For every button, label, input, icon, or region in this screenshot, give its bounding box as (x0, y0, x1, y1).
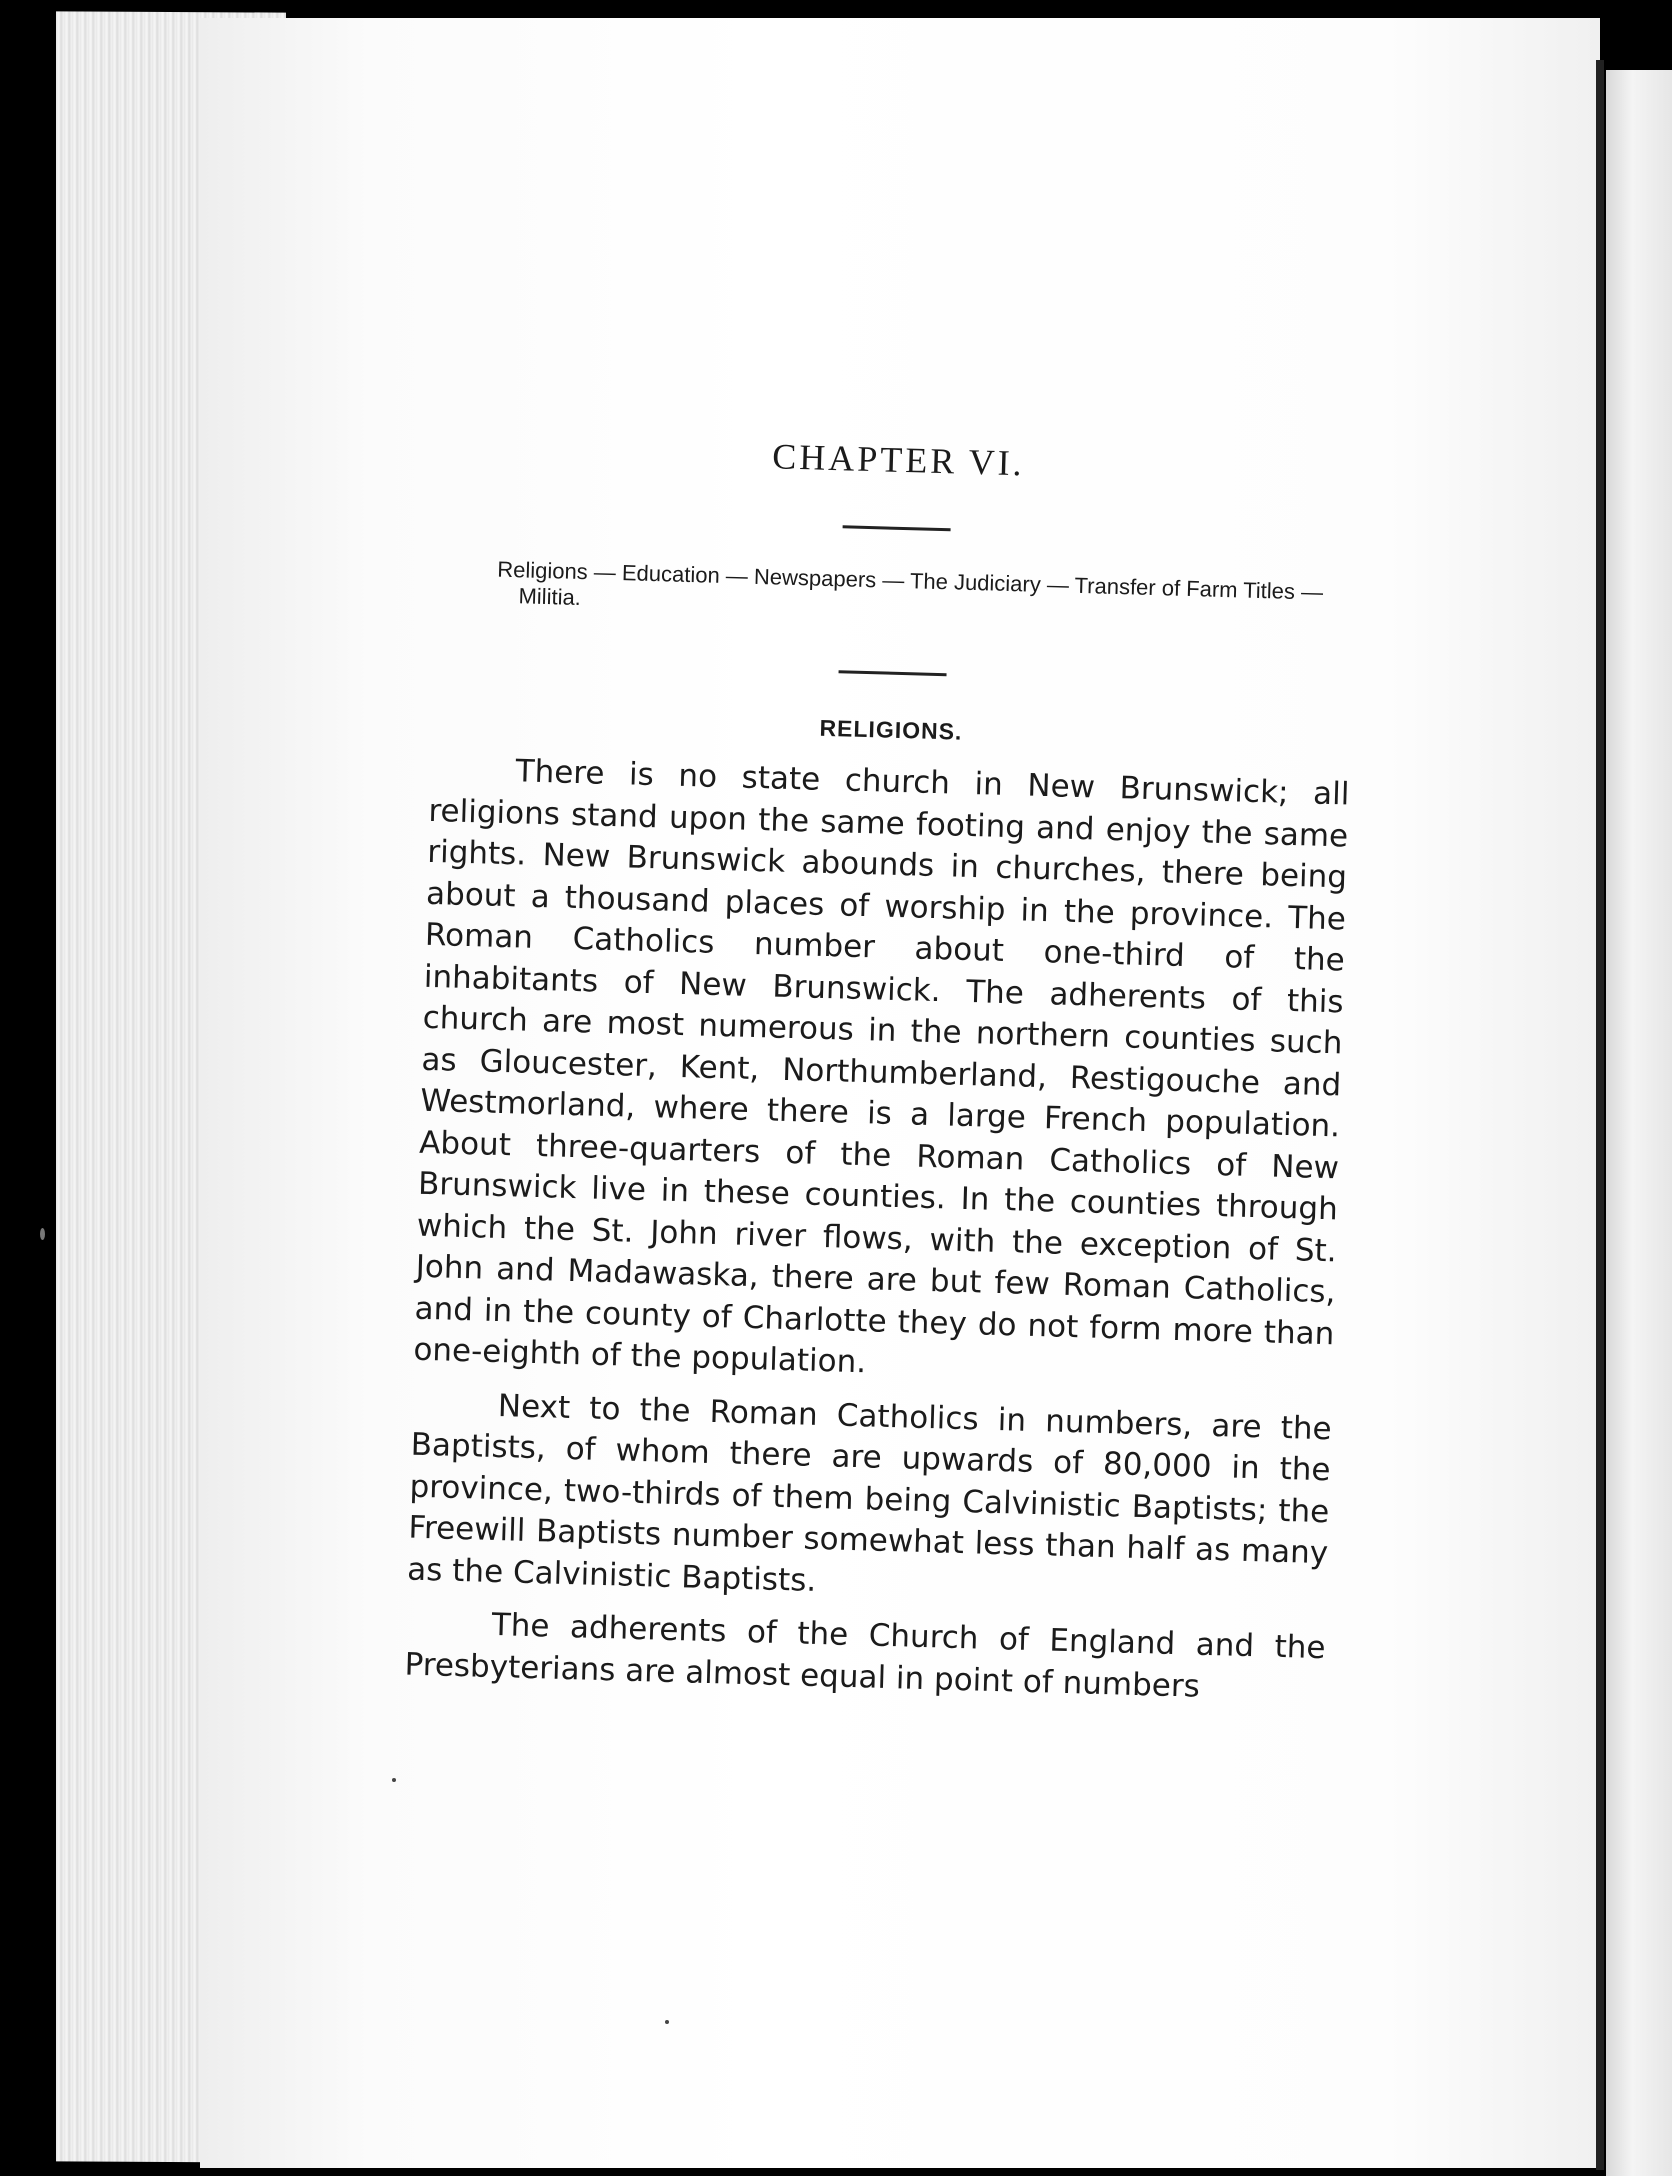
chapter-summary: Religions — Education — Newspapers — The Judiciary — Transfer of Farm Titles — Militia. (496, 556, 1324, 611)
section-heading: RELIGIONS. (819, 714, 963, 745)
page-text (404, 400, 1360, 1711)
scan-speck (665, 2020, 669, 2024)
paragraph: There is no state church in New Brunswick; all religions stand upon the same footing and enjoy the same rights. New Brunswick abounds in churches, there being about a thousand places of worship in the province. The Roman Catholics number about one-third of the inhabitants of New Brunswick. The adherents of this church are most numerous in the northern counties such as Gloucester, Kent, Northumberland, Restigouche and Westmorland, where there is a large French population. About three-quarters of the Roman Catholics of New Brunswick live in these counties. In the counties through which the St. John river flows, with the exception of St. John and Madawaska, there are but few Roman Catholics, and in the county of Charlotte they do not form more than one-eighth of the population. (412, 753, 1350, 1381)
paragraph: Next to the Roman Catholics in numbers, are the Baptists, of whom there are upwards of 80,000 in the province, two-thirds of them being Calvinistic Baptists; the Freewill Baptists number somewhat less than half as many as the Calvinistic Baptists. (406, 1387, 1333, 1599)
summary-rule (839, 670, 947, 676)
title-rule (843, 525, 951, 531)
chapter-title: CHAPTER VI. (771, 436, 1026, 484)
scan-speck (40, 1228, 45, 1240)
paragraph: The adherents of the Church of England and the Presbyterians are almost equal in point of numbers (404, 1606, 1326, 1705)
scan-speck (392, 1778, 396, 1782)
page-gutter (1596, 60, 1604, 2170)
facing-page-edge (1606, 70, 1672, 2176)
